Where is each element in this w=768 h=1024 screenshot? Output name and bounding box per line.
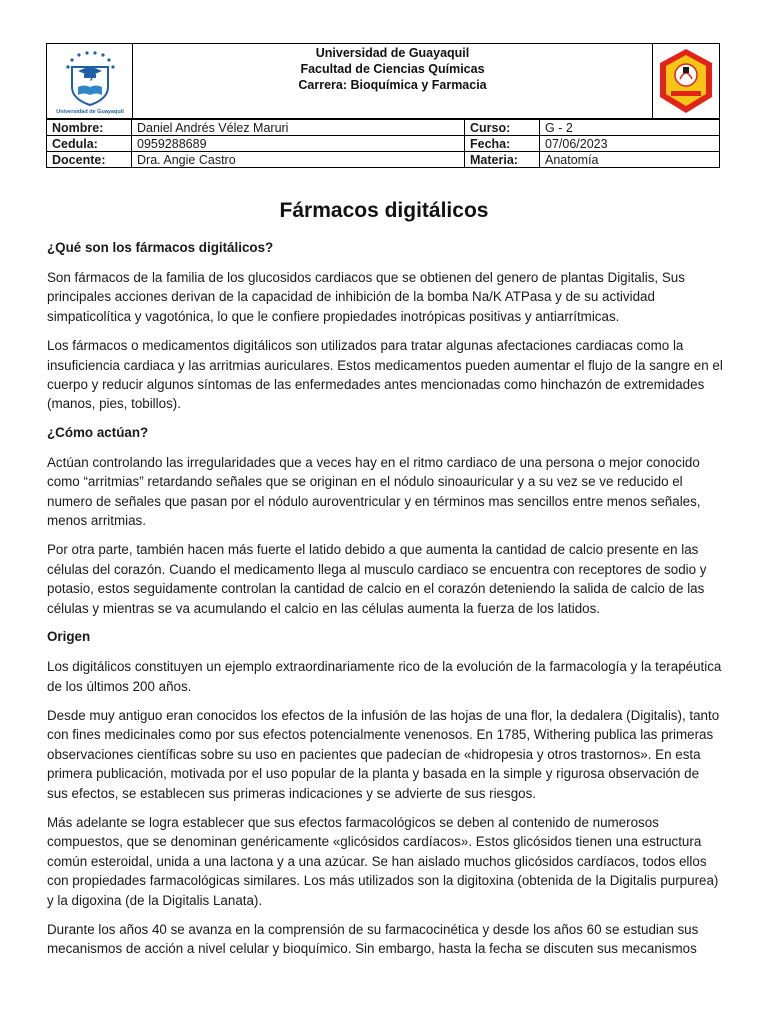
fecha-value: 07/06/2023	[540, 136, 720, 152]
faculty-name: Facultad de Ciencias Químicas	[300, 62, 485, 76]
section-heading-origen: Origen	[47, 629, 91, 645]
paragraph: Desde muy antiguo eran conocidos los efectos de la infusión de las hojas de una flor, la dedalera (Digitalis), tanto con fines medicinales como por sus efectos potencialmente venenosos. En 1785, Withering publica las primeras observaciones científicas sobre su uso en pacientes que padecían de «hidropesia y otros trastornos». En esta primera publicación, motivada por el uso popular de la planta y basada en la simple y rigurosa observación de sus efectos, se establecen sus primeras indicaciones y se advierte de sus riesgos.	[47, 707, 720, 801]
paragraph: Son fármacos de la familia de los glucosidos cardiacos que se obtienen del genero de plantas Digitalis, Sus principales acciones derivan de la capacidad de inhibición de la bomba Na/K ATPasa y de su actividad simpaticolítica y vagotónica, lo que le confiere propiedades inotrópicas positivas y antiarrítmicas.	[47, 270, 685, 324]
table-row	[47, 120, 720, 136]
nombre-value: Daniel Andrés Vélez Maruri	[132, 120, 465, 136]
table-row	[47, 152, 720, 168]
header-titles	[133, 44, 653, 118]
curso-value: G - 2	[540, 120, 720, 136]
paragraph: Los fármacos o medicamentos digitálicos son utilizados para tratar algunas afectaciones cardiacas como la insuficiencia cardiaca y las arritmias auriculares. Estos medicamentos pueden aumentar el flujo de la sangre en el cuerpo y reducir algunos síntomas de las enfermedades antes mencionadas como hinchazón de extremidades (manos, pies, tobillos).	[47, 338, 723, 412]
table-row	[47, 136, 720, 152]
section-heading-que-son: ¿Qué son los fármacos digitálicos?	[47, 240, 274, 255]
university-crest-icon	[54, 47, 126, 115]
paragraph: Por otra parte, también hacen más fuerte el latido debido a que aumenta la cantidad de calcio presente en las células del corazón. Cuando el medicamento llega al musculo cardiaco se encuentra con receptores de sodio y potasio, estos seguidamente controlan la cantidad de calcio en el corazón deteniendo la salida de calcio de las células y mientras se va acumulando el calcio en las células aumenta la fuerza de los latidos.	[47, 542, 707, 616]
fecha-label: Fecha:	[465, 136, 540, 152]
paragraph: Los digitálicos constituyen un ejemplo extraordinariamente rico de la evolución de la farmacología y la terapéutica de los últimos 200 años.	[47, 659, 722, 694]
docente-label: Docente:	[47, 152, 132, 168]
paragraph: Más adelante se logra establecer que sus efectos farmacológicos se deben al contenido de numerosos compuestos, que se denominan genéricamente «glicósidos cardíacos». Estos glicósidos tienen una estructura común esteroidal, unida a una lactona y a una azúcar. Se han aislado muchos glicósidos cardíacos, todos ellos con propiedades farmacológicas similares. Los más utilizados son la digitoxina (obtenida de la Digitalis purpurea) y la digoxina (de la Digitalis Lanata).	[47, 814, 719, 908]
cedula-label: Cedula:	[47, 136, 132, 152]
university-name: Universidad de Guayaquil	[315, 46, 470, 60]
nombre-label: Nombre:	[47, 120, 132, 136]
curso-label: Curso:	[465, 120, 540, 136]
document-title: Fármacos digitálicos	[279, 199, 489, 222]
university-logo	[47, 44, 133, 118]
materia-value: Anatomía	[540, 152, 720, 168]
paragraph: Actúan controlando las irregularidades que a veces hay en el ritmo cardiaco de una persona o mejor conocido como “arritmias” retardando señales que se originan en el nódulo sinoauricular y a su vez se ve reducido el numero de señales que pasan por el nódulo auroventricular y en términos mas sencillos entre menos señales, menos arritmias.	[47, 454, 701, 529]
materia-label: Materia:	[465, 152, 540, 168]
student-info-table	[46, 119, 720, 168]
faculty-shield-icon	[657, 47, 715, 115]
section-heading-como-actuan: ¿Cómo actúan?	[47, 424, 149, 440]
career-name: Carrera: Bioquímica y Farmacia	[298, 78, 487, 92]
docente-value: Dra. Angie Castro	[132, 152, 465, 168]
faculty-logo	[653, 44, 719, 118]
document-body	[47, 239, 723, 969]
document-header	[46, 43, 720, 119]
cedula-value: 0959288689	[132, 136, 465, 152]
paragraph: Durante los años 40 se avanza en la comprensión de su farmacocinética y desde los años 60 se estudian sus mecanismos de acción a nivel celular y bioquímico. Sin embargo, hasta la fecha se discuten sus mecanismos	[47, 921, 699, 957]
university-logo-caption: Universidad de Guayaquil	[56, 109, 124, 115]
